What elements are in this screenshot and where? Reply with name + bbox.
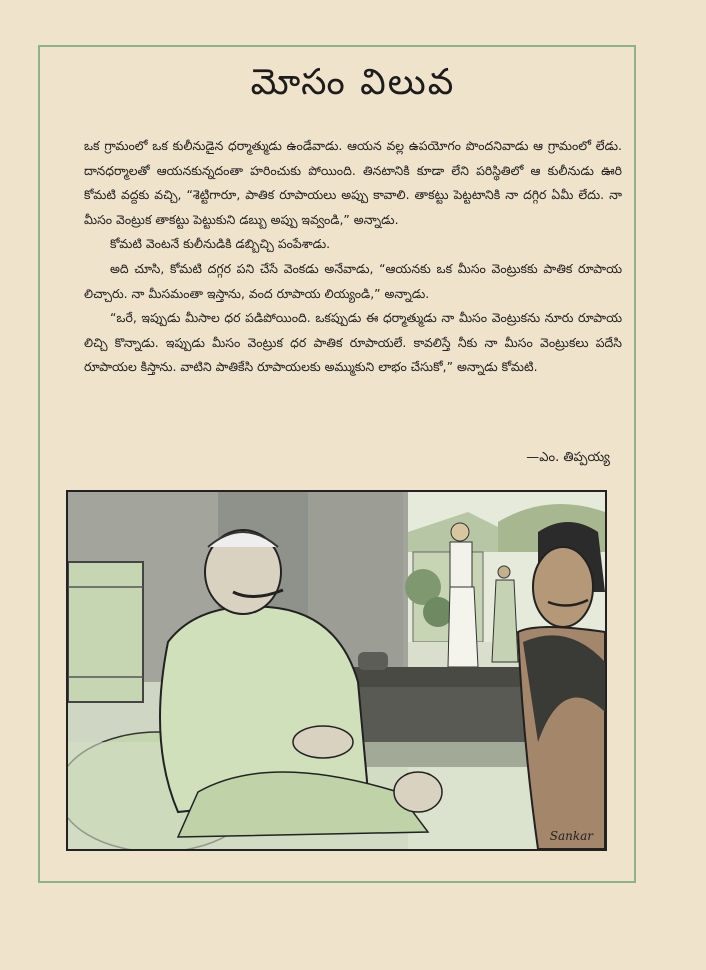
paragraph-1: ఒక గ్రామంలో ఒక కులీనుడైన ధర్మాత్ముడు ఉండేవాడు. ఆయన వల్ల ఉపయోగం పొందనివాడు ఆ గ్రామంలో లేడు. దానధర్మాలతో ఆయనకున్నదంతా హరించుకు పోయింది. తినటానికి కూడా లేని పరిస్థితిలో ఆ కులీనుడు ఊరి కోమటి వద్దకు వచ్చి, “శెట్టిగారూ, పాతిక రూపాయలు అప్పు కావాలి. తాకట్టు పెట్టటానికి నా దగ్గిర ఏమీ లేదు. నా మీసం వెంట్రుక తాకట్టు పెట్టుకుని డబ్బు అప్పు ఇవ్వండి,” అన్నాడు. bbox=[84, 138, 622, 227]
window bbox=[68, 562, 143, 702]
author-credit: —ఎం. తిప్పయ్య bbox=[526, 450, 610, 465]
illustration-drawing bbox=[68, 492, 605, 849]
artist-signature: Sankar bbox=[549, 829, 593, 843]
woman-figure bbox=[492, 566, 518, 662]
paragraph-2: కోమటి వెంటనే కులీనుడికి డబ్బిచ్చి పంపేశాడు. bbox=[110, 236, 331, 252]
paragraph-3: అది చూసి, కోమటి దగ్గర పని చేసే వెంకడు అనేవాడు, “ఆయనకు ఒక మీసం వెంట్రుకకు పాతిక రూపాయ లిచ్చారు. నా మీసమంతా ఇస్తాను, వంద రూపాయ లియ్యండి,” అన్నాడు. bbox=[84, 260, 622, 301]
story-illustration bbox=[66, 490, 607, 851]
paragraph-4: “ఒరే, ఇప్పుడు మీసాల ధర పడిపోయింది. ఒకప్పుడు ఈ ధర్మాత్ముడు నా మీసం వెంట్రుకను నూరు రూపాయ లిచ్చి కొన్నాడు. ఇప్పుడు మీసం వెంట్రుక ధర పాతిక రూపాయలే. కావలిస్తే నీకు నా మీసం వెంట్రుకలు పదేసి రూపాయల కిస్తాను. వాటిని పాతికేసి రూపాయలకు అమ్ముకుని లాభం చేసుకో,” అన్నాడు కోమటి. bbox=[84, 310, 622, 375]
story-title: మోసం విలువ bbox=[250, 62, 456, 103]
story-text bbox=[84, 134, 622, 380]
